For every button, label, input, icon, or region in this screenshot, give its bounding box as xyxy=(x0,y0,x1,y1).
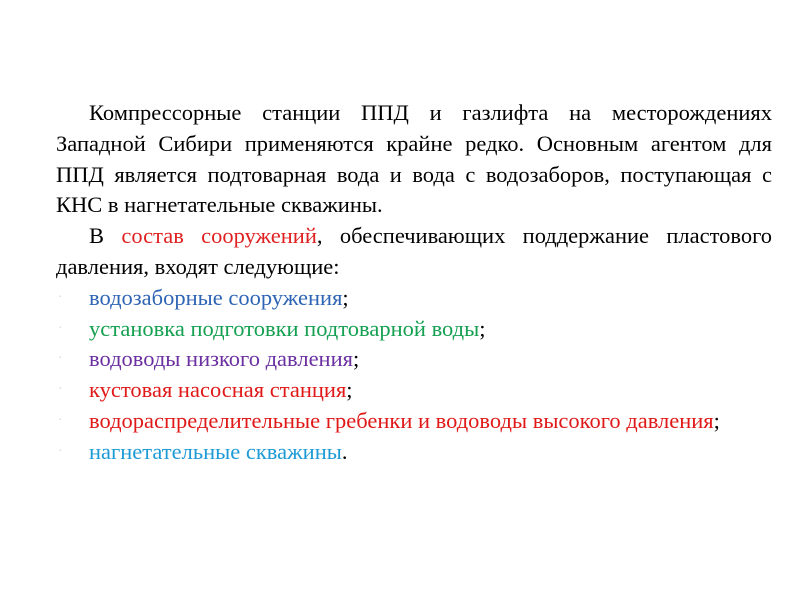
list-item-end: . xyxy=(341,438,348,464)
list-item-water-treatment xyxy=(56,314,772,345)
list-item-text: нагнетательные скважины xyxy=(89,438,342,464)
composition-lead: В xyxy=(89,223,105,249)
list-item-text: водозаборные сооружения xyxy=(89,284,343,310)
bullet-icon: · xyxy=(58,320,63,336)
list-item-end: ; xyxy=(353,346,360,372)
list-item-end: ; xyxy=(713,407,720,433)
facilities-list xyxy=(56,283,772,468)
bullet-icon: · xyxy=(58,443,63,459)
bullet-icon: · xyxy=(58,351,63,367)
list-item-text: водораспределительные гребенки и водоводы высокого давления xyxy=(89,407,714,433)
list-item-text: водоводы низкого давления xyxy=(89,346,353,372)
list-item-injection-wells xyxy=(56,437,772,468)
list-item-end: ; xyxy=(479,315,486,341)
list-item-low-pressure-pipelines xyxy=(56,344,772,375)
list-item-pump-station xyxy=(56,375,772,406)
bullet-icon: · xyxy=(58,412,63,428)
slide-body xyxy=(56,98,772,468)
paragraph-composition xyxy=(56,221,772,283)
list-item-end: ; xyxy=(342,284,349,310)
list-item-water-intake xyxy=(56,283,772,314)
composition-highlight: состав сооружений xyxy=(121,223,317,249)
list-item-text: установка подготовки подтоварной воды xyxy=(89,315,480,341)
paragraph-intro: Компрессорные станции ППД и газлифта на месторождениях Западной Сибири применяются крайне редко. Основным агентом для ППД является подтоварная вода и вода с водозаборов, поступающая с КНС в нагнетательные скважины. xyxy=(56,100,772,218)
bullet-icon: · xyxy=(58,382,63,398)
list-item-text: кустовая насосная станция xyxy=(89,377,347,403)
list-item-end: ; xyxy=(346,377,353,403)
list-item-distribution-manifolds xyxy=(56,406,772,437)
composition-rest: , обеспечивающих поддержание пластового давления, входят следующие: xyxy=(56,223,772,279)
bullet-icon: · xyxy=(58,289,63,305)
